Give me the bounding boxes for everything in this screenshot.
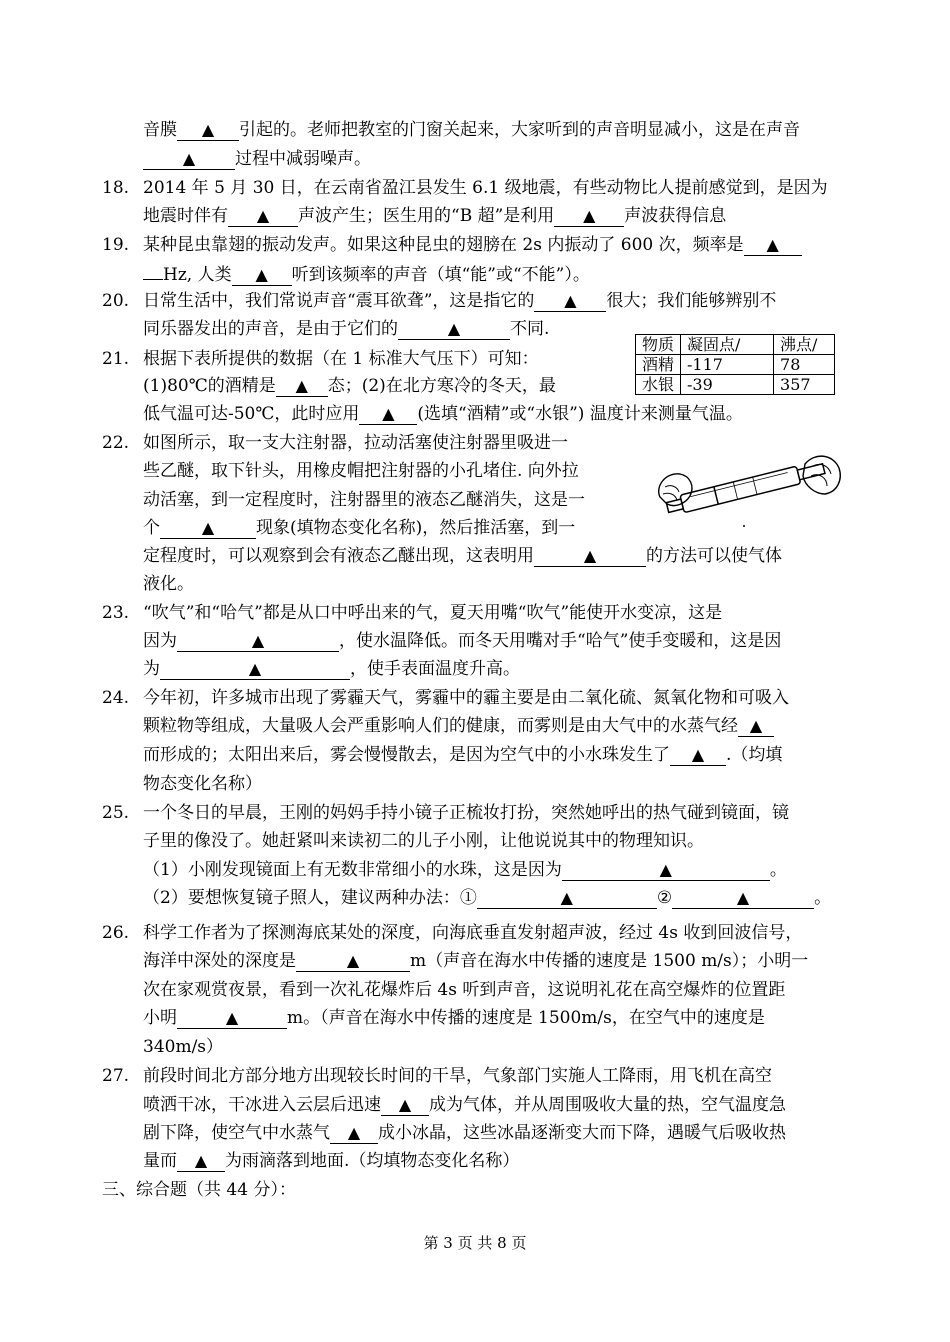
answer-blank[interactable]: ▲ (177, 1008, 287, 1029)
table-row (636, 375, 835, 395)
answer-blank[interactable]: ▲ (177, 120, 239, 141)
q19-line2: Hz, 人类 ▲ 听到该频率的声音（填“能”或“不能”）。 (143, 259, 590, 289)
table-header-cell: 沸点/ (774, 335, 835, 355)
q20-line1: 日常生活中，我们常说声音“震耳欲聋”，这是指它的 ▲ 很大；我们能够辨别不 (143, 291, 777, 311)
question-number: 25. (102, 803, 130, 823)
answer-blank[interactable]: ▲ (160, 518, 256, 539)
q22-line1: 如图所示，取一支大注射器，拉动活塞使注射器里吸进一 (143, 433, 568, 453)
answer-blank[interactable]: ▲ (534, 546, 646, 567)
table-cell: 酒精 (636, 355, 681, 375)
q22-line2: 些乙醚，取下针头，用橡皮帽把注射器的小孔堵住. 向外拉 (143, 461, 579, 481)
table-row (636, 355, 835, 375)
question-number: 27. (102, 1066, 130, 1086)
q19-line1: 某种昆虫靠翅的振动发声。如果这种昆虫的翅膀在 2s 内振动了 600 次，频率是 ▲ (143, 231, 802, 259)
section-heading: 三、综合题（共 44 分）： (102, 1180, 296, 1200)
answer-blank[interactable]: ▲ (744, 235, 802, 256)
table-cell: 78 (774, 355, 835, 375)
q17-line1: 音膜 ▲ 引起的。老师把教室的门窗关起来，大家听到的声音明显减小，这是在声音 (143, 120, 800, 140)
q27-line1: 前段时间北方部分地方出现较长时间的干旱，气象部门实施人工降雨，用飞机在高空 (143, 1066, 772, 1086)
q25-line4: （2）要想恢复镜子照人，建议两种办法：① ▲ ② ▲ 。 (143, 888, 832, 908)
q22-line6: 液化。 (143, 574, 194, 594)
q20-line2: 同乐器发出的声音，是由于它们的 ▲ 不同. (143, 319, 550, 339)
question-number: 24. (102, 688, 130, 708)
answer-blank[interactable]: ▲ (160, 659, 350, 680)
q27-line2: 喷洒干冰，干冰进入云层后迅速 ▲ 成为气体，并从周围吸收大量的热，空气温度急 (143, 1095, 786, 1115)
q27-line3: 剧下降，使空气中水蒸气 ▲ 成小冰晶，这些冰晶逐渐变大而下降，遇暖气后吸收热 (143, 1123, 786, 1143)
question-number: 20. (102, 291, 130, 311)
q18-line1: 2014 年 5 月 30 日，在云南省盈江县发生 6.1 级地震，有些动物比人提前感觉到，是因为 (143, 178, 828, 198)
q26-line5: 340m/s） (143, 1037, 224, 1057)
q23-line1: “吹气”和“哈气”都是从口中呼出来的气，夏天用嘴“吹气”能使开水变凉，这是 (143, 603, 723, 623)
answer-blank[interactable]: ▲ (672, 888, 814, 909)
answer-blank[interactable]: ▲ (330, 1123, 378, 1144)
answer-blank[interactable]: ▲ (738, 716, 774, 737)
answer-blank[interactable]: ▲ (562, 860, 770, 881)
syringe-illustration (655, 442, 845, 532)
table-cell: 水银 (636, 375, 681, 395)
question-number: 19. (102, 235, 130, 255)
q21-line3: 低气温可达-50℃，此时应用 ▲ (选填“酒精”或“水银”) 温度计来测量气温。 (143, 404, 743, 424)
answer-blank[interactable]: ▲ (177, 631, 339, 652)
q26-line3: 次在家观赏夜景，看到一次礼花爆炸后 4s 听到声音，这说明礼花在高空爆炸的位置距 (143, 980, 786, 1000)
table-cell: -117 (681, 355, 774, 375)
question-number: 26. (102, 923, 130, 943)
q25-line2: 子里的像没了。她赶紧叫来读初二的儿子小刚，让他说说其中的物理知识。 (143, 831, 704, 851)
q21-line2: (1)80℃的酒精是 ▲ 态；(2)在北方寒冷的冬天，最 (143, 376, 556, 396)
answer-blank[interactable]: ▲ (398, 319, 510, 340)
q22-line4: 个 ▲ 现象(填物态变化名称)，然后推活塞，到一 (143, 518, 576, 538)
answer-blank[interactable]: ▲ (554, 206, 624, 227)
q23-line2: 因为 ▲ ，使水温降低。而冬天用嘴对手“哈气”使手变暖和，这是因 (143, 631, 782, 651)
question-number: 21. (102, 349, 130, 369)
question-number: 23. (102, 603, 130, 623)
q17-line2: ▲ 过程中减弱噪声。 (143, 145, 371, 173)
answer-blank[interactable]: ▲ (670, 745, 726, 766)
answer-blank[interactable]: ▲ (276, 376, 328, 397)
question-number: 18. (102, 178, 130, 198)
question-number: 22. (102, 433, 130, 453)
answer-blank[interactable]: ▲ (359, 404, 417, 425)
answer-blank[interactable]: ▲ (534, 291, 606, 312)
answer-blank[interactable]: ▲ (477, 888, 657, 909)
q24-line3: 而形成的；太阳出来后，雾会慢慢散去，是因为空气中的小水珠发生了 ▲ .（均填 (143, 745, 783, 765)
q18-line2: 地震时伴有 ▲ 声波产生；医生用的“B 超”是利用 ▲ 声波获得信息 (143, 206, 727, 226)
q25-line1: 一个冬日的早晨，王刚的妈妈手持小镜子正梳妆打扮，突然她呼出的热气碰到镜面，镜 (143, 803, 789, 823)
q26-line4: 小明 ▲ m。（声音在海水中传播的速度是 1500m/s，在空气中的速度是 (143, 1008, 765, 1028)
answer-blank[interactable]: ▲ (143, 149, 235, 170)
answer-blank[interactable] (143, 259, 163, 280)
answer-blank[interactable]: ▲ (177, 1151, 225, 1172)
q22-line5: 定程度时，可以观察到会有液态乙醚出现，这表明用 ▲ 的方法可以使气体 (143, 546, 782, 566)
q26-line1: 科学工作者为了探测海底某处的深度，向海底垂直发射超声波，经过 4s 收到回波信号， (143, 923, 803, 943)
q25-line3: （1）小刚发现镜面上有无数非常细小的水珠，这是因为 ▲ 。 (143, 860, 787, 880)
q24-line2: 颗粒物等组成，大量吸人会严重影响人们的健康，而雾则是由大气中的水蒸气经 ▲ (143, 712, 774, 740)
q23-line3: 为 ▲ ，使手表面温度升高。 (143, 659, 520, 679)
q24-line4: 物态变化名称） (143, 774, 262, 794)
answer-blank[interactable]: ▲ (232, 265, 292, 286)
table-header-row (636, 335, 835, 355)
table-header-cell: 物质 (636, 335, 681, 355)
table-header-cell: 凝固点/ (681, 335, 774, 355)
q26-line2: 海洋中深处的深度是 ▲ m（声音在海水中传播的速度是 1500 m/s）；小明一 (143, 951, 809, 971)
q24-line1: 今年初，许多城市出现了雾霾天气，雾霾中的霾主要是由二氧化硫、氮氧化物和可吸入 (143, 688, 789, 708)
table-cell: 357 (774, 375, 835, 395)
page-footer: 第 3 页 共 8 页 (423, 1234, 527, 1252)
q27-line4: 量而 ▲ 为雨滴落到地面.（均填物态变化名称） (143, 1151, 520, 1171)
table-cell: -39 (681, 375, 774, 395)
answer-blank[interactable]: ▲ (296, 951, 410, 972)
q21-line1: 根据下表所提供的数据（在 1 标准大气压下）可知： (143, 349, 539, 369)
q22-line3: 动活塞，到一定程度时，注射器里的液态乙醚消失，这是一 (143, 490, 585, 510)
answer-blank[interactable]: ▲ (228, 206, 298, 227)
answer-blank[interactable]: ▲ (381, 1095, 429, 1116)
properties-table (635, 334, 835, 395)
